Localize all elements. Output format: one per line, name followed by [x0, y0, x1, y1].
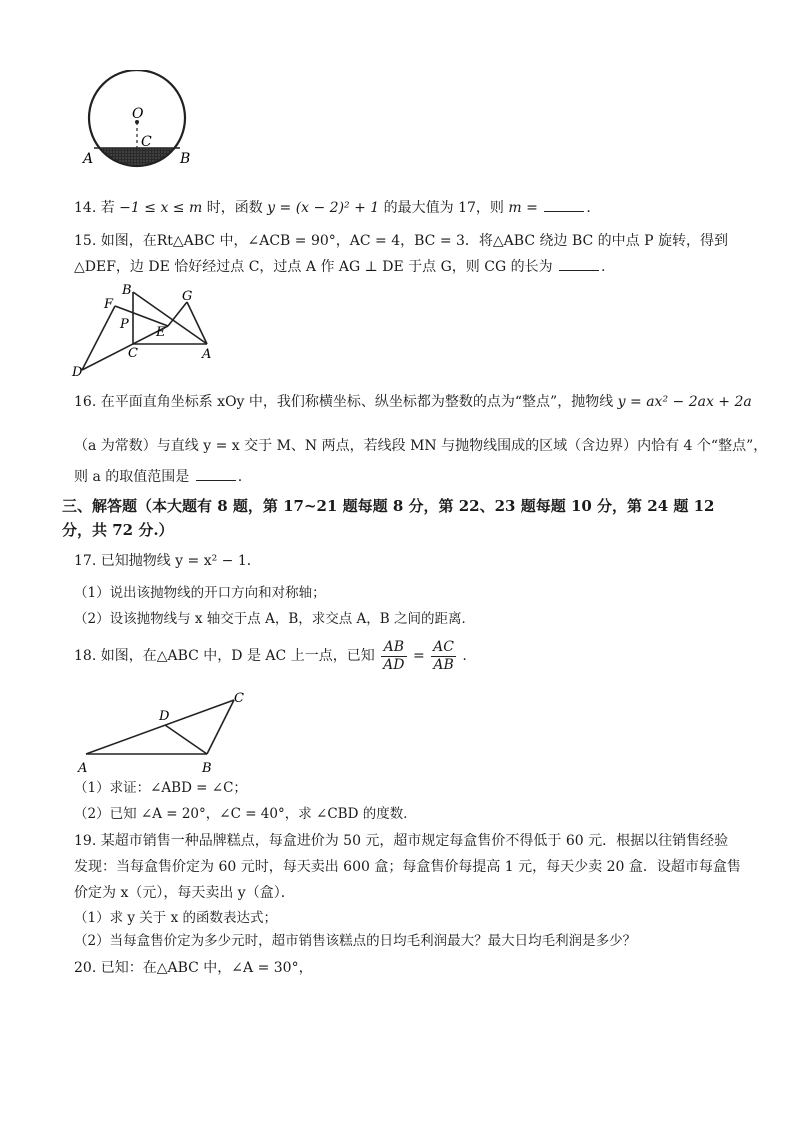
- q17-number: 17.: [74, 553, 97, 569]
- q19-part2: （2）当每盒售价定为多少元时，超市销售该糕点的日均毛利润最大？最大日均毛利润是多少？: [74, 933, 637, 949]
- q14-answer-blank[interactable]: [544, 199, 584, 212]
- q15-label-e: E: [156, 325, 166, 340]
- question-14: [74, 198, 591, 218]
- q18-fraction-2: [431, 639, 456, 674]
- q15-label-p: P: [120, 317, 129, 332]
- q18-tail: .: [462, 648, 467, 664]
- q18-fraction-1: [381, 639, 406, 674]
- q17-part1: （1）说出该抛物线的开口方向和对称轴；: [74, 585, 326, 601]
- question-16-line3: [74, 467, 242, 487]
- q14-tail: .: [586, 200, 591, 216]
- q15-label-b: B: [122, 283, 132, 298]
- q18-frac2-numerator: AC: [433, 638, 454, 655]
- q17-text: 已知抛物线 y = x² − 1．: [100, 553, 261, 569]
- q19-part1: （1）求 y 关于 x 的函数表达式；: [74, 910, 277, 926]
- q17-part2: （2）设该抛物线与 x 轴交于点 A，B，求交点 A，B 之间的距离．: [74, 611, 475, 627]
- q15-tail: .: [601, 259, 606, 275]
- q19-number: 19.: [74, 833, 97, 849]
- q15-answer-blank[interactable]: [559, 258, 599, 271]
- q18-number: 18.: [74, 648, 97, 664]
- section-3-heading: 三、解答题（本大题有 8 题，第 17~21 题每题 8 分，第 22、23 题每题 10 分，第 24 题 12 分，共 72 分.）: [62, 497, 715, 539]
- circle-figure: [80, 70, 210, 180]
- q15-label-a: A: [202, 347, 212, 362]
- label-b: B: [180, 151, 191, 167]
- q16-function: y = ax² − 2ax + 2a: [617, 394, 752, 410]
- q14-function: y = (x − 2)² + 1: [267, 200, 380, 216]
- question-16-line1: [74, 392, 752, 412]
- question-20: [74, 958, 313, 978]
- q15-label-f: F: [104, 297, 114, 312]
- q18-part1: （1）求证：∠ABD = ∠C；: [74, 780, 247, 796]
- question-15-line1: [74, 231, 728, 251]
- label-o: O: [132, 106, 144, 122]
- q15-number: 15.: [74, 233, 97, 249]
- q14-text-c: 的最大值为 17，则: [383, 200, 504, 216]
- label-a: A: [83, 151, 94, 167]
- q18-text: 如图，在△ABC 中，D 是 AC 上一点，已知: [100, 648, 375, 664]
- q20-text: 已知：在△ABC 中，∠A = 30°，: [100, 960, 313, 976]
- question-18: [74, 636, 467, 676]
- q18-label-c: C: [234, 691, 244, 706]
- q18-label-d: D: [159, 709, 170, 724]
- q14-number: 14.: [74, 200, 97, 216]
- q16-answer-blank[interactable]: [196, 468, 236, 481]
- triangle-figure: [72, 688, 262, 776]
- q16-tail: .: [237, 469, 243, 485]
- q18-equals: =: [412, 648, 425, 664]
- question-16-line2: [74, 436, 767, 456]
- q14-condition: −1 ≤ x ≤ m: [119, 200, 203, 216]
- q18-frac1-denominator: AD: [383, 656, 405, 673]
- q16-number: 16.: [74, 394, 97, 410]
- q15-line1: 如图，在Rt△ABC 中，∠ACB = 90°，AC = 4，BC = 3．将△ABC 绕边 BC 的中点 P 旋转，得到: [100, 233, 728, 249]
- q16-line1: 在平面直角坐标系 xOy 中，我们称横坐标、纵坐标都为整数的点为“整点”，抛物线: [100, 394, 614, 410]
- q14-answer-var: m =: [508, 200, 538, 216]
- q20-number: 20.: [74, 960, 97, 976]
- question-15-line2: [74, 257, 605, 277]
- q18-part2: （2）已知 ∠A = 20°，∠C = 40°，求 ∠CBD 的度数．: [74, 806, 417, 822]
- q19-line2: 发现：当每盒售价定为 60 元时，每天卖出 600 盒；每盒售价每提高 1 元，每天少卖 20 盒．设超市每盒售: [74, 859, 741, 875]
- q15-label-d: D: [72, 365, 83, 380]
- q19-line3: 价定为 x（元），每天卖出 y（盒）．: [74, 885, 295, 901]
- q15-label-c: C: [128, 346, 138, 361]
- q18-frac1-numerator: AB: [381, 639, 406, 657]
- q19-line1: 某超市销售一种品牌糕点，每盒进价为 50 元，超市规定每盒售价不得低于 60 元．根据以往销售经验: [100, 833, 729, 849]
- rotation-figure: [70, 282, 220, 382]
- q18-label-a: A: [78, 761, 88, 776]
- q14-text-a: 若: [100, 200, 115, 216]
- q15-label-g: G: [182, 289, 193, 304]
- q16-line2: （a 为常数）与直线 y = x 交于 M、N 两点，若线段 MN 与抛物线围成的区域（含边界）内恰有 4 个“整点”，: [74, 438, 768, 454]
- label-c: C: [141, 134, 152, 150]
- q14-text-b: 时，函数: [206, 200, 263, 216]
- q18-frac2-denominator: AB: [433, 656, 454, 673]
- q18-label-b: B: [202, 761, 212, 776]
- q16-line3: 则 a 的取值范围是: [74, 469, 190, 485]
- question-19-line1: [74, 831, 728, 851]
- q15-line2: △DEF，边 DE 恰好经过点 C，过点 A 作 AG ⊥ DE 于点 G，则 CG 的长为: [74, 259, 553, 275]
- question-17: [74, 551, 261, 571]
